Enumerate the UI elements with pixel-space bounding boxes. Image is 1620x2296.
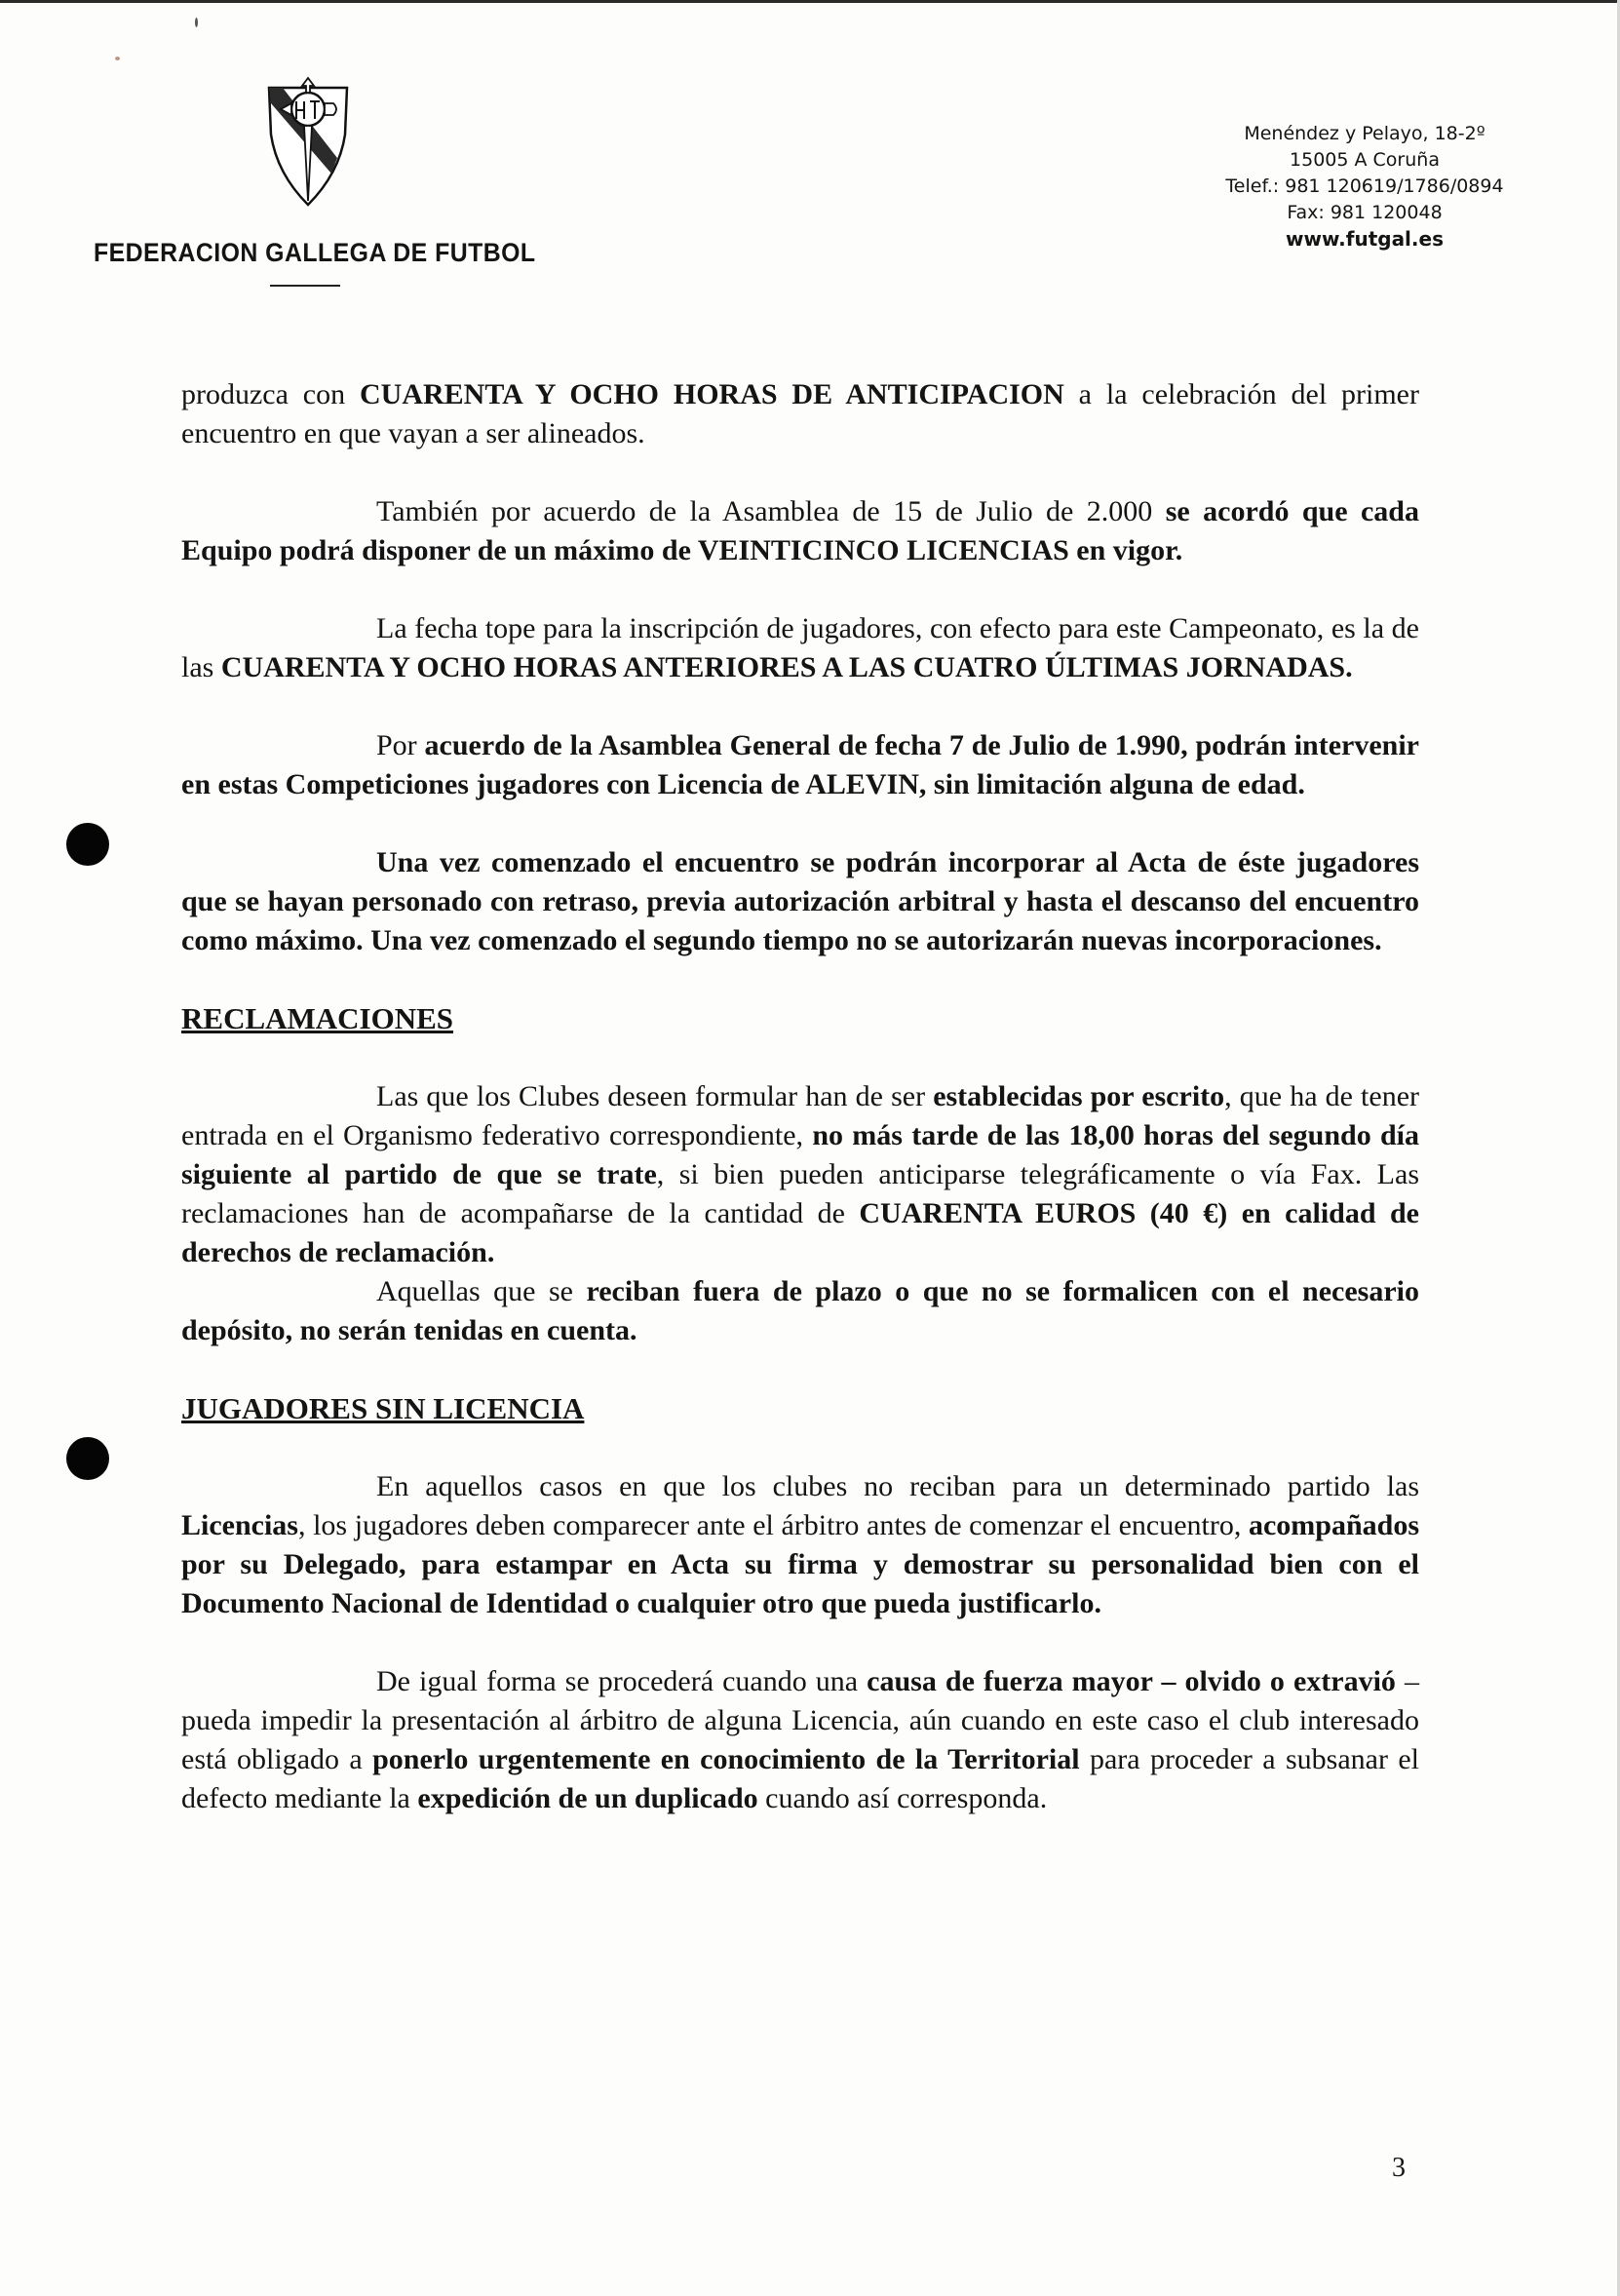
text: De igual forma se procederá cuando una (376, 1665, 868, 1697)
binder-hole-mark (66, 1437, 109, 1480)
scan-speck (195, 18, 198, 27)
text: a la celebración del primer encuentro en que vayan a ser alineados. (181, 378, 1419, 449)
bold-text: causa de fuerza mayor – olvido o extravió (867, 1665, 1396, 1697)
text: En aquellos casos en que los clubes no reciban para un determinado partido las (376, 1470, 1419, 1502)
bold-text: se acordó que cada Equipo podrá disponer de un máximo de VEINTICINCO LICENCIAS en vigor. (181, 495, 1419, 566)
bold-text: CUARENTA EUROS (40 €) en calidad de derechos de reclamación. (181, 1197, 1419, 1268)
bold-text: no más tarde de las 18,00 horas del segundo día siguiente al partido de que se trate (181, 1119, 1419, 1190)
text: , si bien pueden anticiparse telegráficamente o vía Fax. Las reclamaciones han de acompañarse de la cantidad de (181, 1158, 1419, 1229)
text: , los jugadores deben comparecer ante el árbitro antes de comenzar el encuentro, (298, 1509, 1249, 1541)
text: , que ha de tener entrada en el Organismo federativo correspondiente, (181, 1080, 1420, 1151)
bold-text: establecidas por escrito (933, 1080, 1225, 1112)
paragraph (181, 1077, 1419, 1272)
text: También por acuerdo de la Asamblea de 15 de Julio de 2.000 (376, 495, 1166, 527)
address-street: Menéndez y Pelayo, 18-2º (1244, 123, 1485, 144)
document-body (181, 375, 1419, 1818)
section-heading-reclamaciones: RECLAMACIONES (181, 1001, 454, 1035)
text: Las que los Clubes deseen formular han de ser (376, 1080, 934, 1112)
fax-number: Fax: 981 120048 (1287, 202, 1443, 223)
bold-text: CUARENTA Y OCHO HORAS ANTERIORES A LAS CUATRO ÚLTIMAS JORNADAS. (220, 651, 1353, 683)
paragraph (181, 843, 1419, 960)
binder-hole-mark (66, 823, 109, 866)
bold-text: acuerdo de la Asamblea General de fecha 7 de Julio de 1.990, podrán intervenir en estas Competiciones jugadores con Licencia de ALEVIN, sin limitación alguna de edad. (181, 729, 1419, 800)
text: produzca con (181, 378, 361, 410)
bold-text: CUARENTA Y OCHO HORAS DE ANTICIPACION (360, 378, 1064, 410)
scan-edge (0, 0, 1620, 3)
text: para proceder a subsanar el defecto mediante la (181, 1743, 1419, 1814)
paragraph (181, 492, 1419, 570)
bold-text: expedición de un duplicado (417, 1782, 758, 1814)
bold-text: Una vez comenzado el encuentro se podrán incorporar al Acta de éste jugadores que se hayan personado con retraso, previa autorización arbitral y hasta el descanso del encuentro como máximo. Una vez comenzado el segundo tiempo no se autorizarán nuevas incorporaciones. (181, 846, 1419, 956)
page-number: 3 (1392, 2153, 1406, 2183)
phone-numbers: Telef.: 981 120619/1786/0894 (1225, 175, 1504, 197)
address-city: 15005 A Coruña (1290, 149, 1440, 171)
bold-text: Licencias (181, 1509, 298, 1541)
website-link[interactable]: www.futgal.es (1286, 227, 1444, 251)
text: Por (376, 729, 425, 761)
bold-text: acompañados por su Delegado, para estampar en Acta su firma y demostrar su personalidad bien con el Documento Nacional de Identidad o cualquier otro que pueda justificarlo. (181, 1509, 1419, 1619)
shield-crest-icon (261, 76, 355, 207)
paragraph (181, 1662, 1419, 1818)
text: cuando así corresponda. (757, 1782, 1048, 1814)
bold-text: ponerlo urgentemente en conocimiento de la Territorial (372, 1743, 1080, 1775)
text: – pueda impedir la presentación al árbitro de alguna Licencia, aún cuando en este caso el club interesado está obligado a (181, 1665, 1419, 1775)
text: La fecha tope para la inscripción de jugadores, con efecto para este Campeonato, es la de las (181, 612, 1419, 683)
scan-speck (115, 57, 120, 60)
section-heading-jugadores-sin-licencia: JUGADORES SIN LICENCIA (181, 1391, 585, 1425)
paragraph (181, 609, 1419, 687)
divider (270, 285, 340, 287)
address-block (1189, 121, 1540, 253)
bold-text: reciban fuera de plazo o que no se formalicen con el necesario depósito, no serán tenidas en cuenta. (181, 1275, 1420, 1346)
paragraph (181, 1272, 1419, 1350)
paragraph (181, 726, 1419, 804)
paragraph (181, 375, 1419, 453)
text: Aquellas que se (376, 1275, 587, 1307)
organization-name: FEDERACION GALLEGA DE FUTBOL (94, 238, 536, 267)
paragraph (181, 1467, 1419, 1623)
